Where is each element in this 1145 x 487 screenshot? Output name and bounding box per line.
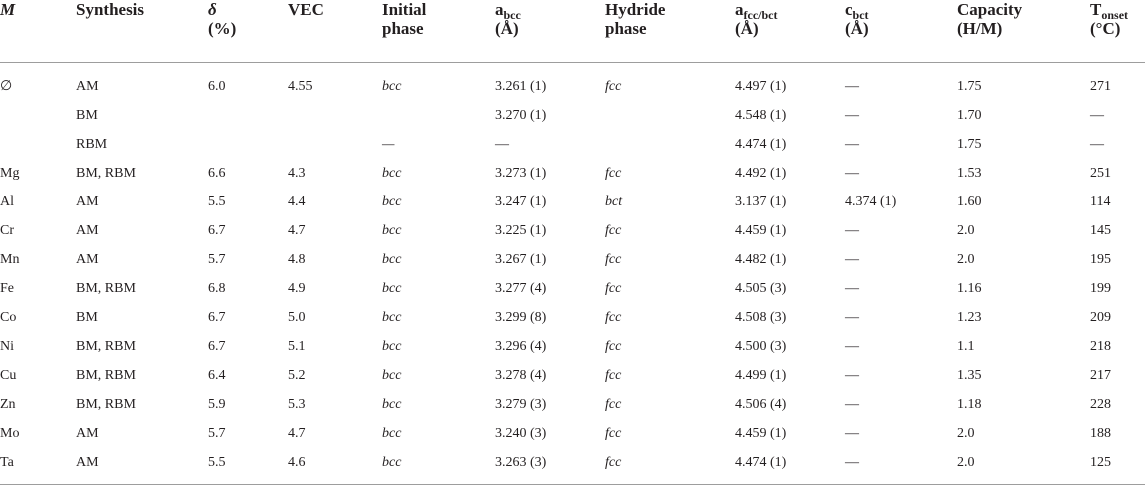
cell-vec: 4.7 [288,426,306,441]
header-hydride-line2: phase [605,19,647,38]
cell-tonset: — [1090,108,1104,123]
cell-hydride: fcc [605,223,622,238]
cell-abcc: 3.277 (4) [495,281,547,296]
cell-capacity: 1.35 [957,368,982,383]
cell-tonset: 251 [1090,166,1111,181]
cell-vec: 5.3 [288,397,306,412]
cell-hydride: fcc [605,339,622,354]
cell-abcc: 3.247 (1) [495,194,547,209]
cell-tonset: 218 [1090,339,1111,354]
cell-delta: 6.6 [208,166,226,181]
cell-hydride: fcc [605,368,622,383]
cell-tonset: — [1090,137,1104,152]
cell-capacity: 1.60 [957,194,982,209]
cell-capacity: 1.53 [957,166,982,181]
cell-vec: 4.7 [288,223,306,238]
header-delta-unit: (%) [208,19,237,38]
cell-synthesis: RBM [76,137,108,152]
cell-cbct: — [845,281,859,296]
header-delta [208,0,236,38]
cell-hydride: fcc [605,281,622,296]
cell-delta: 5.7 [208,426,226,441]
cell-hydride: fcc [605,397,622,412]
cell-synthesis: BM, RBM [76,281,136,296]
cell-synthesis: AM [76,79,99,94]
cell-initial: bcc [382,194,402,209]
cell-m: Al [0,194,14,209]
header-tonset-main: T [1090,0,1102,19]
cell-tonset: 188 [1090,426,1111,441]
cell-cbct: — [845,368,859,383]
cell-initial: bcc [382,455,402,470]
cell-capacity: 1.75 [957,79,982,94]
cell-tonset: 217 [1090,368,1111,383]
cell-cbct: — [845,79,859,94]
header-capacity [957,0,1022,38]
cell-afcc: 4.548 (1) [735,108,787,123]
header-abcc [495,0,521,38]
cell-cbct: — [845,252,859,267]
cell-delta: 5.9 [208,397,226,412]
header-abcc-unit: (Å) [495,19,519,38]
cell-m: Ni [0,339,14,354]
cell-hydride: fcc [605,252,622,267]
cell-afcc: 4.505 (3) [735,281,787,296]
cell-m: Mo [0,426,20,441]
cell-afcc: 4.492 (1) [735,166,787,181]
cell-synthesis: BM [76,108,98,123]
header-rule [0,62,1145,63]
cell-synthesis: BM, RBM [76,166,136,181]
cell-cbct: — [845,339,859,354]
cell-synthesis: BM [76,310,98,325]
cell-initial: bcc [382,397,402,412]
header-cbct-unit: (Å) [845,19,869,38]
cell-hydride: fcc [605,310,622,325]
cell-cbct: — [845,223,859,238]
cell-delta: 5.5 [208,455,226,470]
header-synthesis-label: Synthesis [76,0,145,19]
cell-cbct: — [845,166,859,181]
cell-afcc: 4.508 (3) [735,310,787,325]
cell-afcc: 4.482 (1) [735,252,787,267]
cell-afcc: 4.459 (1) [735,426,787,441]
cell-capacity: 1.75 [957,137,982,152]
cell-initial: bcc [382,223,402,238]
cell-hydride: fcc [605,455,622,470]
cell-tonset: 195 [1090,252,1111,267]
bottom-rule [0,484,1145,485]
header-tonset-sub: onset [1101,8,1129,22]
cell-capacity: 2.0 [957,426,975,441]
cell-m: Fe [0,281,14,296]
header-synthesis [76,0,144,19]
cell-cbct: — [845,310,859,325]
cell-capacity: 1.70 [957,108,982,123]
cell-capacity: 2.0 [957,455,975,470]
header-afcc-main: a [735,0,744,19]
cell-delta: 5.7 [208,252,226,267]
cell-initial: bcc [382,426,402,441]
header-abcc-main: a [495,0,504,19]
header-cbct-main: c [845,0,853,19]
cell-capacity: 1.23 [957,310,982,325]
header-afcc-unit: (Å) [735,19,759,38]
header-capacity-label: Capacity [957,0,1023,19]
cell-hydride: bct [605,194,623,209]
cell-cbct: — [845,426,859,441]
cell-abcc: 3.240 (3) [495,426,547,441]
cell-m: Cu [0,368,17,383]
header-abcc-sub: bcc [503,8,521,22]
cell-cbct: 4.374 (1) [845,194,897,209]
cell-m: Mg [0,166,20,181]
cell-hydride: fcc [605,426,622,441]
cell-abcc: 3.273 (1) [495,166,547,181]
cell-hydride: fcc [605,79,622,94]
cell-cbct: — [845,137,859,152]
cell-abcc: 3.279 (3) [495,397,547,412]
cell-vec: 4.55 [288,79,313,94]
cell-initial: — [382,137,395,152]
cell-capacity: 1.16 [957,281,982,296]
cell-initial: bcc [382,252,402,267]
cell-tonset: 209 [1090,310,1111,325]
cell-afcc: 4.499 (1) [735,368,787,383]
header-m-label: M [0,0,16,19]
cell-afcc: 4.506 (4) [735,397,787,412]
cell-abcc: 3.270 (1) [495,108,547,123]
cell-m: Cr [0,223,14,238]
cell-synthesis: AM [76,252,99,267]
cell-delta: 5.5 [208,194,226,209]
cell-delta: 6.0 [208,79,226,94]
cell-initial: bcc [382,281,402,296]
cell-abcc: 3.296 (4) [495,339,547,354]
cell-abcc: — [495,137,509,152]
cell-initial: bcc [382,339,402,354]
header-afcc-sub: fcc/bct [743,8,778,22]
cell-afcc: 4.459 (1) [735,223,787,238]
cell-abcc: 3.225 (1) [495,223,547,238]
header-delta-symbol: δ [208,0,217,19]
header-vec-label: VEC [288,0,324,19]
cell-tonset: 228 [1090,397,1111,412]
header-afcc [735,0,777,38]
cell-synthesis: BM, RBM [76,368,136,383]
cell-m: Ta [0,455,14,470]
cell-vec: 5.2 [288,368,306,383]
cell-m: Mn [0,252,20,267]
cell-delta: 6.7 [208,223,226,238]
cell-synthesis: BM, RBM [76,397,136,412]
header-vec [288,0,324,19]
cell-initial: bcc [382,310,402,325]
header-initial-phase [382,0,426,38]
cell-abcc: 3.299 (8) [495,310,547,325]
header-tonset [1090,0,1128,38]
cell-capacity: 2.0 [957,223,975,238]
cell-synthesis: AM [76,194,99,209]
cell-synthesis: AM [76,455,99,470]
header-cbct-sub: bct [852,8,869,22]
cell-m: Co [0,310,17,325]
cell-abcc: 3.261 (1) [495,79,547,94]
cell-abcc: 3.267 (1) [495,252,547,267]
cell-delta: 6.8 [208,281,226,296]
cell-delta: 6.7 [208,339,226,354]
cell-tonset: 125 [1090,455,1111,470]
header-m [0,0,15,19]
cell-tonset: 114 [1090,194,1111,209]
header-cbct [845,0,869,38]
cell-afcc: 4.474 (1) [735,137,787,152]
cell-m: ∅ [0,79,13,94]
cell-capacity: 2.0 [957,252,975,267]
cell-afcc: 4.500 (3) [735,339,787,354]
cell-vec: 5.1 [288,339,306,354]
cell-cbct: — [845,397,859,412]
cell-capacity: 1.1 [957,339,975,354]
cell-initial: bcc [382,79,402,94]
cell-vec: 4.9 [288,281,306,296]
cell-m: Zn [0,397,16,412]
cell-vec: 4.8 [288,252,306,267]
cell-vec: 4.3 [288,166,306,181]
header-tonset-unit: (°C) [1090,19,1121,38]
cell-cbct: — [845,108,859,123]
cell-initial: bcc [382,166,402,181]
header-hydride-line1: Hydride [605,0,666,19]
cell-vec: 4.4 [288,194,306,209]
cell-delta: 6.4 [208,368,226,383]
header-capacity-unit: (H/M) [957,19,1003,38]
cell-vec: 4.6 [288,455,306,470]
cell-afcc: 3.137 (1) [735,194,787,209]
cell-tonset: 271 [1090,79,1111,94]
cell-tonset: 145 [1090,223,1111,238]
header-hydride-phase [605,0,665,38]
cell-capacity: 1.18 [957,397,982,412]
cell-synthesis: AM [76,426,99,441]
cell-afcc: 4.474 (1) [735,455,787,470]
cell-delta: 6.7 [208,310,226,325]
cell-hydride: fcc [605,166,622,181]
cell-afcc: 4.497 (1) [735,79,787,94]
cell-abcc: 3.278 (4) [495,368,547,383]
cell-synthesis: BM, RBM [76,339,136,354]
cell-cbct: — [845,455,859,470]
cell-vec: 5.0 [288,310,306,325]
header-initial-line1: Initial [382,0,427,19]
cell-abcc: 3.263 (3) [495,455,547,470]
cell-initial: bcc [382,368,402,383]
header-initial-line2: phase [382,19,424,38]
cell-tonset: 199 [1090,281,1111,296]
cell-synthesis: AM [76,223,99,238]
